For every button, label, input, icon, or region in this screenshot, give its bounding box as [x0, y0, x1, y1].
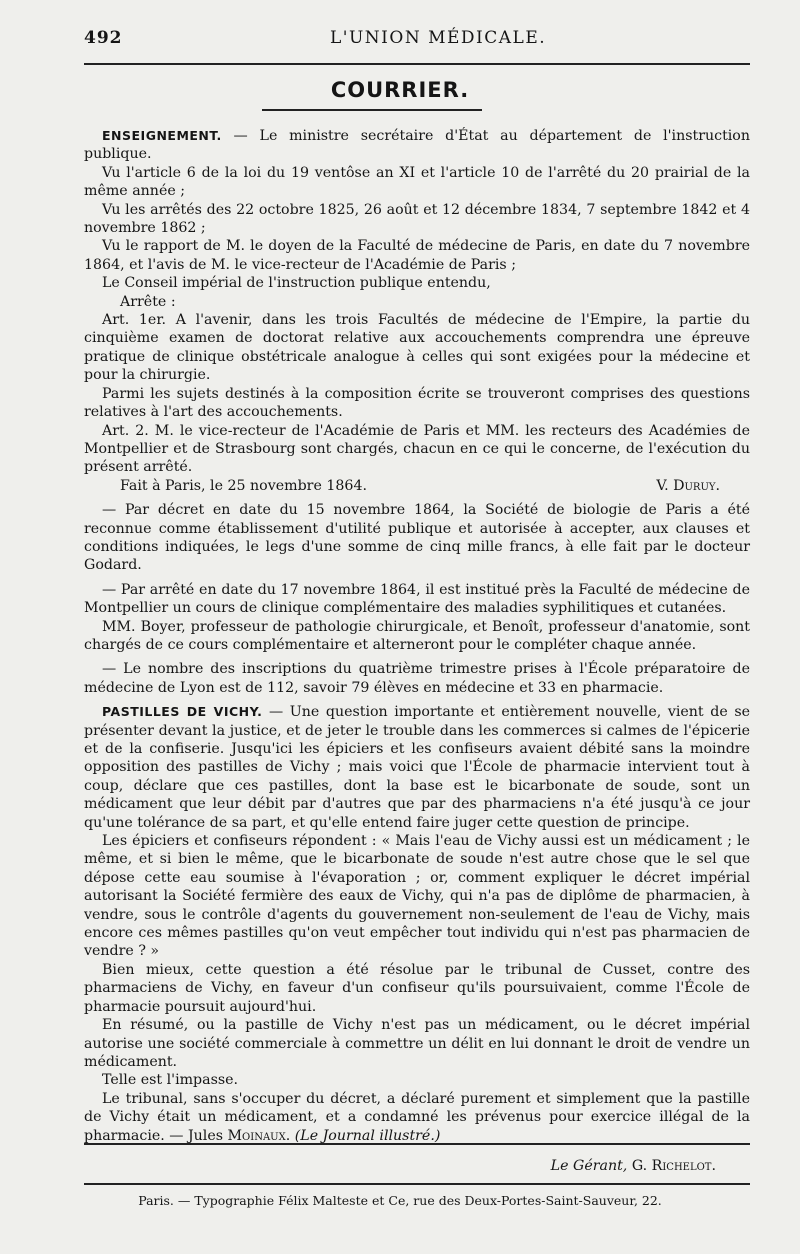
gerant-line: [551, 1158, 716, 1174]
professeurs: MM. Boyer, professeur de pathologie chirurgicale, et Benoît, professeur d'anatomie, sont chargés de ce cours complémentaire et alterneront pour le compléter chaque année.: [84, 618, 750, 653]
enseignement-p1: — Le ministre secrétaire d'État au département de l'instruction publique.: [84, 128, 750, 163]
decret-biologie: — Par décret en date du 15 novembre 1864, la Société de biologie de Paris a été reconnue comme établissement d'utilité publique et autorisée à accepter, aux clauses et conditions indiquées, le legs d'une somme de cinq mille francs, à elle fait par le docteur Godard.: [84, 502, 750, 574]
enseignement-art2: Art. 2. M. le vice-recteur de l'Académie de Paris et MM. les recteurs des Académies de Montpellier et de Strasbourg sont chargés, chacun en ce qui le concerne, de l'exécution du présent arrêté.: [84, 422, 750, 476]
inscriptions-lyon: — Le nombre des inscriptions du quatrième trimestre prises à l'École préparatoire de médecine de Lyon est de 112, savoir 79 élèves en médecine et 33 en pharmacie.: [84, 661, 750, 696]
arrete-montpellier: — Par arrêté en date du 17 novembre 1864, il est institué près la Faculté de médecine de Montpellier un cours de clinique complémentaire des maladies syphilitiques et cutanées.: [84, 581, 750, 617]
title-rule: [262, 109, 482, 111]
enseignement-signature-line: [84, 477, 750, 495]
running-title: L'UNION MÉDICALE.: [330, 28, 547, 48]
running-header: [84, 26, 750, 52]
pastilles-p6-text: Le tribunal, sans s'occuper du décret, a déclaré purement et simplement que la pastille de Vichy était un médicament, et a condamné les prévenus pour exercice illégal de la pharmacie. — Jules: [84, 1090, 750, 1144]
pastilles-p3: Bien mieux, cette question a été résolue par le tribunal de Cusset, contre des pharmaciens de Vichy, en faveur d'un confiseur qu'ils poursuivaient, comme l'École de pharmacie poursuit aujourd'hui.: [84, 961, 750, 1015]
pastilles-p1: — Une question importante et entièrement nouvelle, vient de se présenter devant la justice, et de jeter le trouble dans les commerces si calmes de l'épicerie et de la confiserie. Jusqu'ici les épiciers et les confiseurs avaient débité sans la moindre opposition des pastilles de Vichy ; mais voici que l'École de pharmacie intervient tout à coup, déclare que ces pastilles, dont la base est le bicarbonate de soude, sont un médicament que leur débit par d'autres que par des pharmaciens n'a été jusqu'à ce jour qu'une tolérance de sa part, et qu'elle entend faire juger cette question de principe.: [84, 704, 750, 831]
article-body: [84, 127, 750, 1145]
pastilles-intro: [84, 703, 750, 832]
footer-rule: [84, 1143, 750, 1145]
enseignement-p5: Le Conseil impérial de l'instruction publique entendu,: [102, 275, 491, 292]
rubric-pastilles: PASTILLES DE VICHY.: [102, 704, 263, 720]
enseignement-art1: Art. 1er. A l'avenir, dans les trois Facultés de médecine de l'Empire, la partie du cinquième examen de doctorat relative aux accouchements comprendra une épreuve pratique de clinique obstétricale analogue à celles qui sont exigées pour la médecine et pour la chirurgie.: [84, 312, 750, 384]
pastilles-p4: En résumé, ou la pastille de Vichy n'est pas un médicament, ou le décret impérial autorise une société commerciale à commettre un délit en lui donnant le droit de vendre un médicament.: [84, 1017, 750, 1070]
pastilles-p5: Telle est l'impasse.: [102, 1072, 239, 1089]
section-title: COURRIER.: [330, 78, 470, 102]
enseignement-intro: [84, 127, 750, 164]
enseignement-p4: Vu le rapport de M. le doyen de la Faculté de médecine de Paris, en date du 7 novembre 1864, et l'avis de M. le vice-recteur de l'Académie de Paris ;: [84, 238, 750, 273]
printer-imprint: Paris. — Typographie Félix Malteste et Ce, rue des Deux-Portes-Saint-Sauveur, 22.: [138, 1193, 662, 1208]
pastilles-p6: [84, 1090, 750, 1145]
enseignement-arrete: Arrête :: [120, 293, 176, 310]
gerant-name: G. Richelot.: [627, 1158, 716, 1174]
header-rule: [84, 63, 750, 65]
gerant-label: Le Gérant,: [550, 1158, 628, 1174]
pastilles-p2: Les épiciers et confiseurs répondent : « Mais l'eau de Vichy aussi est un médicament ; le même, et si bien le même, que le bicarbonate de soude n'est autre chose que le sel que dépose cette eau soumise à l'évaporation ; or, comment expliquer le décret impérial autorisant la Société fermière des eaux de Vichy, qui n'a pas de diplôme de pharmacien, à vendre, sous le contrôle d'agents du gouvernement non-seulement de l'eau de Vichy, mais encore ces mêmes pastilles qu'on veut empêcher tout individu qui n'est pas pharmacien de vendre ? »: [84, 833, 750, 960]
printer-rule: [84, 1183, 750, 1185]
enseignement-p3: Vu les arrêtés des 22 octobre 1825, 26 août et 12 décembre 1834, 7 septembre 1842 et 4 novembre 1862 ;: [84, 201, 750, 237]
rubric-enseignement: ENSEIGNEMENT.: [102, 128, 222, 143]
page-number: 492: [84, 28, 123, 48]
source-name: (Le Journal illustré.): [290, 1127, 441, 1144]
enseignement-p2: Vu l'article 6 de la loi du 19 ventôse an XI et l'article 10 de l'arrêté du 20 prairial de la même année ;: [84, 164, 750, 200]
signature: V. Duruy.: [656, 477, 720, 494]
author-name: Moinaux.: [227, 1127, 291, 1144]
enseignement-p8: Parmi les sujets destinés à la composition écrite se trouveront comprises des questions relatives à l'art des accouchements.: [84, 385, 750, 421]
date-place: Fait à Paris, le 25 novembre 1864.: [120, 477, 367, 494]
